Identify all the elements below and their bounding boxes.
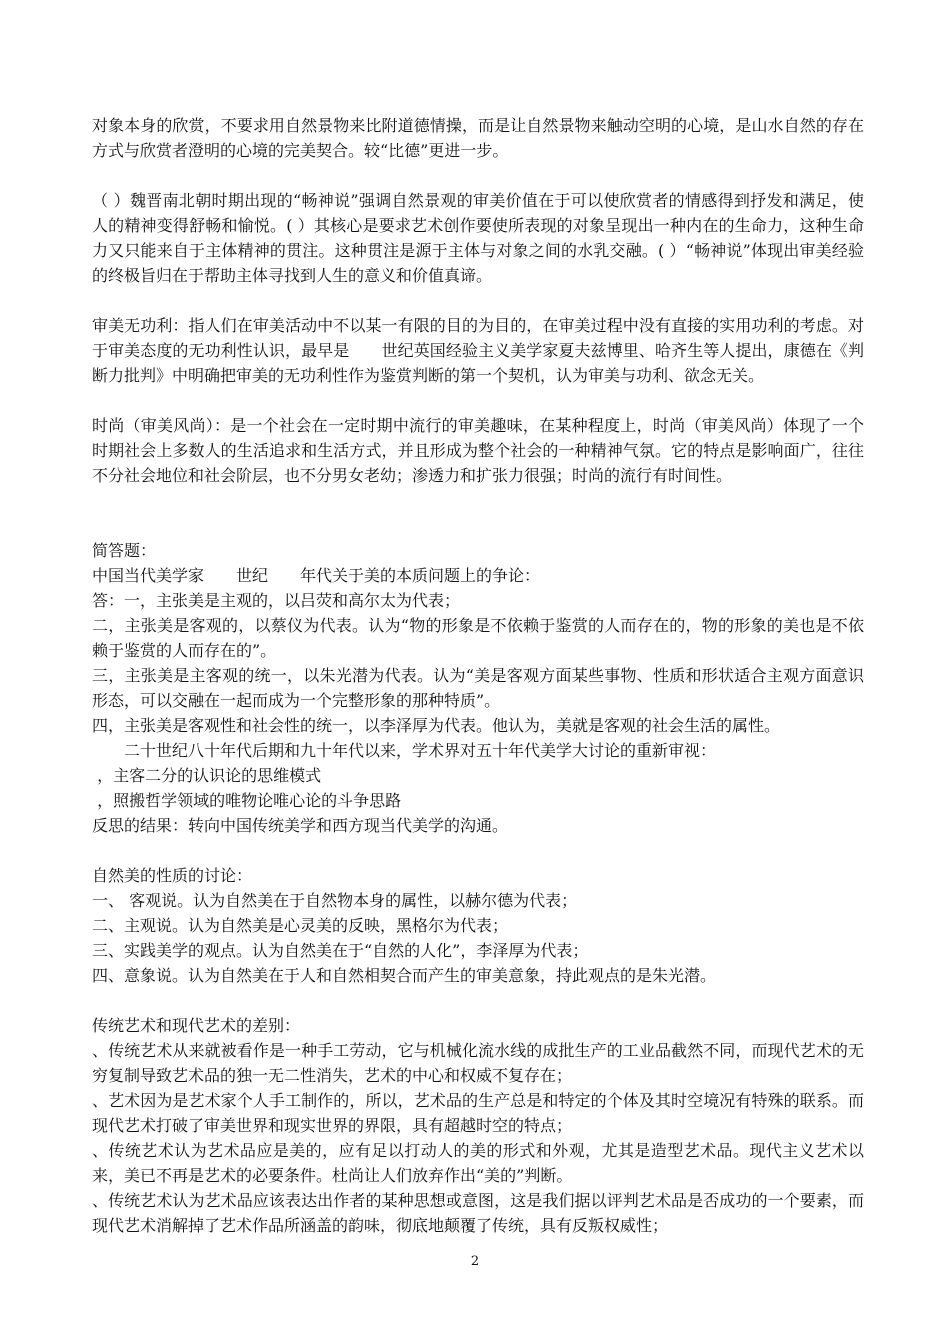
page-content — [92, 113, 864, 1238]
list-item: 、传统艺术认为艺术品应该表达出作者的某种思想或意图，这是我们据以评判艺术品是否成功的一个要素，而现代艺术消解掉了艺术作品所涵盖的韵味，彻底地颠覆了传统，具有反叛权威性； — [92, 1191, 864, 1235]
list-item: 二、主观说。认为自然美是心灵美的反映，黑格尔为代表； — [92, 916, 509, 935]
paragraph-appreciation: 对象本身的欣赏，不要求用自然景物来比附道德情操，而是让自然景物来触动空明的心境，是山水自然的存在方式与欣赏者澄明的心境的完美契合。较“比德”更进一步。 — [92, 116, 864, 160]
question-text: 中国当代美学家 世纪 年代关于美的本质问题上的争论： — [92, 566, 541, 585]
section-heading-natural-beauty: 自然美的性质的讨论： — [92, 866, 253, 885]
paragraph-disinterestedness: 审美无功利：指人们在审美活动中不以某一有限的目的为目的，在审美过程中没有直接的实用功利的考虑。对于审美态度的无功利性认识，最早是 世纪英国经验主义美学家夏夫兹博里、哈齐生等人提出，康德在《判断力批判》中明确把审美的无功利性作为鉴赏判断的第一个契机，认为审美与功利、欲念无关。 — [92, 316, 864, 385]
list-item: 、艺术因为是艺术家个人手工制作的，所以，艺术品的生产总是和特定的个体及其时空境况有特殊的联系。而现代艺术打破了审美世界和现实世界的界限，具有超越时空的特点； — [92, 1091, 864, 1135]
answer-line: 答：一，主张美是主观的，以吕荧和高尔太为代表； — [92, 591, 461, 610]
paragraph-fashion: 时尚（审美风尚）：是一个社会在一定时期中流行的审美趣味，在某种程度上，时尚（审美风尚）体现了一个时期社会上多数人的生活追求和生活方式，并且形成为整个社会的一种精神气氛。它的特点是影响面广，往往不分社会地位和社会阶层，也不分男女老幼；渗透力和扩张力很强；时尚的流行有时间性。 — [92, 416, 864, 485]
list-item: 、传统艺术从来就被看作是一种手工劳动，它与机械化流水线的成批生产的工业品截然不同，而现代艺术的无穷复制导致艺术品的独一无二性消失，艺术的中心和权威不复存在； — [92, 1041, 864, 1085]
answer-line: ，主客二分的认识论的思维模式 — [92, 766, 322, 785]
answer-line: 二，主张美是客观的，以蔡仪为代表。认为“物的形象是不依赖于鉴赏的人而存在的，物的形象的美也是不依赖于鉴赏的人而存在的”。 — [92, 616, 864, 660]
section-heading-short-answer: 简答题： — [92, 541, 157, 560]
list-item: 四、意象说。认为自然美在于人和自然相契合而产生的审美意象，持此观点的是朱光潜。 — [92, 966, 717, 985]
answer-line: 二十世纪八十年代后期和九十年代以来，学术界对五十年代美学大讨论的重新审视： — [92, 741, 717, 760]
answer-line: 反思的结果：转向中国传统美学和西方现当代美学的沟通。 — [92, 816, 509, 835]
list-item: 一、 客观说。认为自然美在于自然物本身的属性，以赫尔德为代表； — [92, 891, 578, 910]
paragraph-changshen: （ ）魏晋南北朝时期出现的“畅神说”强调自然景观的审美价值在于可以使欣赏者的情感得到抒发和满足，使人的精神变得舒畅和愉悦。( ）其核心是要求艺术创作要使所表现的对象呈现出一种内在的生命力，这种生命力又只能来自于主体精神的贯注。这种贯注是源于主体与对象之间的水乳交融。( ）“畅神说”体现出审美经验的终极旨归在于帮助主体寻找到人生的意义和价值真谛。 — [92, 191, 864, 285]
list-item: 三、实践美学的观点。认为自然美在于“自然的人化”，李泽厚为代表； — [92, 941, 589, 960]
answer-line: 三，主张美是主客观的统一，以朱光潜为代表。认为“美是客观方面某些事物、性质和形状适合主观方面意识形态，可以交融在一起而成为一个完整形象的那种特质”。 — [92, 666, 864, 710]
list-item: 、传统艺术认为艺术品应是美的，应有足以打动人的美的形式和外观，尤其是造型艺术品。现代主义艺术以来，美已不再是艺术的必要条件。杜尚让人们放弃作出“美的”判断。 — [92, 1141, 864, 1185]
answer-line: 四，主张美是客观性和社会性的统一，以李泽厚为代表。他认为，美就是客观的社会生活的属性。 — [92, 716, 781, 735]
answer-line: ，照搬哲学领域的唯物论唯心论的斗争思路 — [92, 791, 402, 810]
section-heading-art-differences: 传统艺术和现代艺术的差别： — [92, 1016, 301, 1035]
page-number: 2 — [470, 1254, 480, 1269]
